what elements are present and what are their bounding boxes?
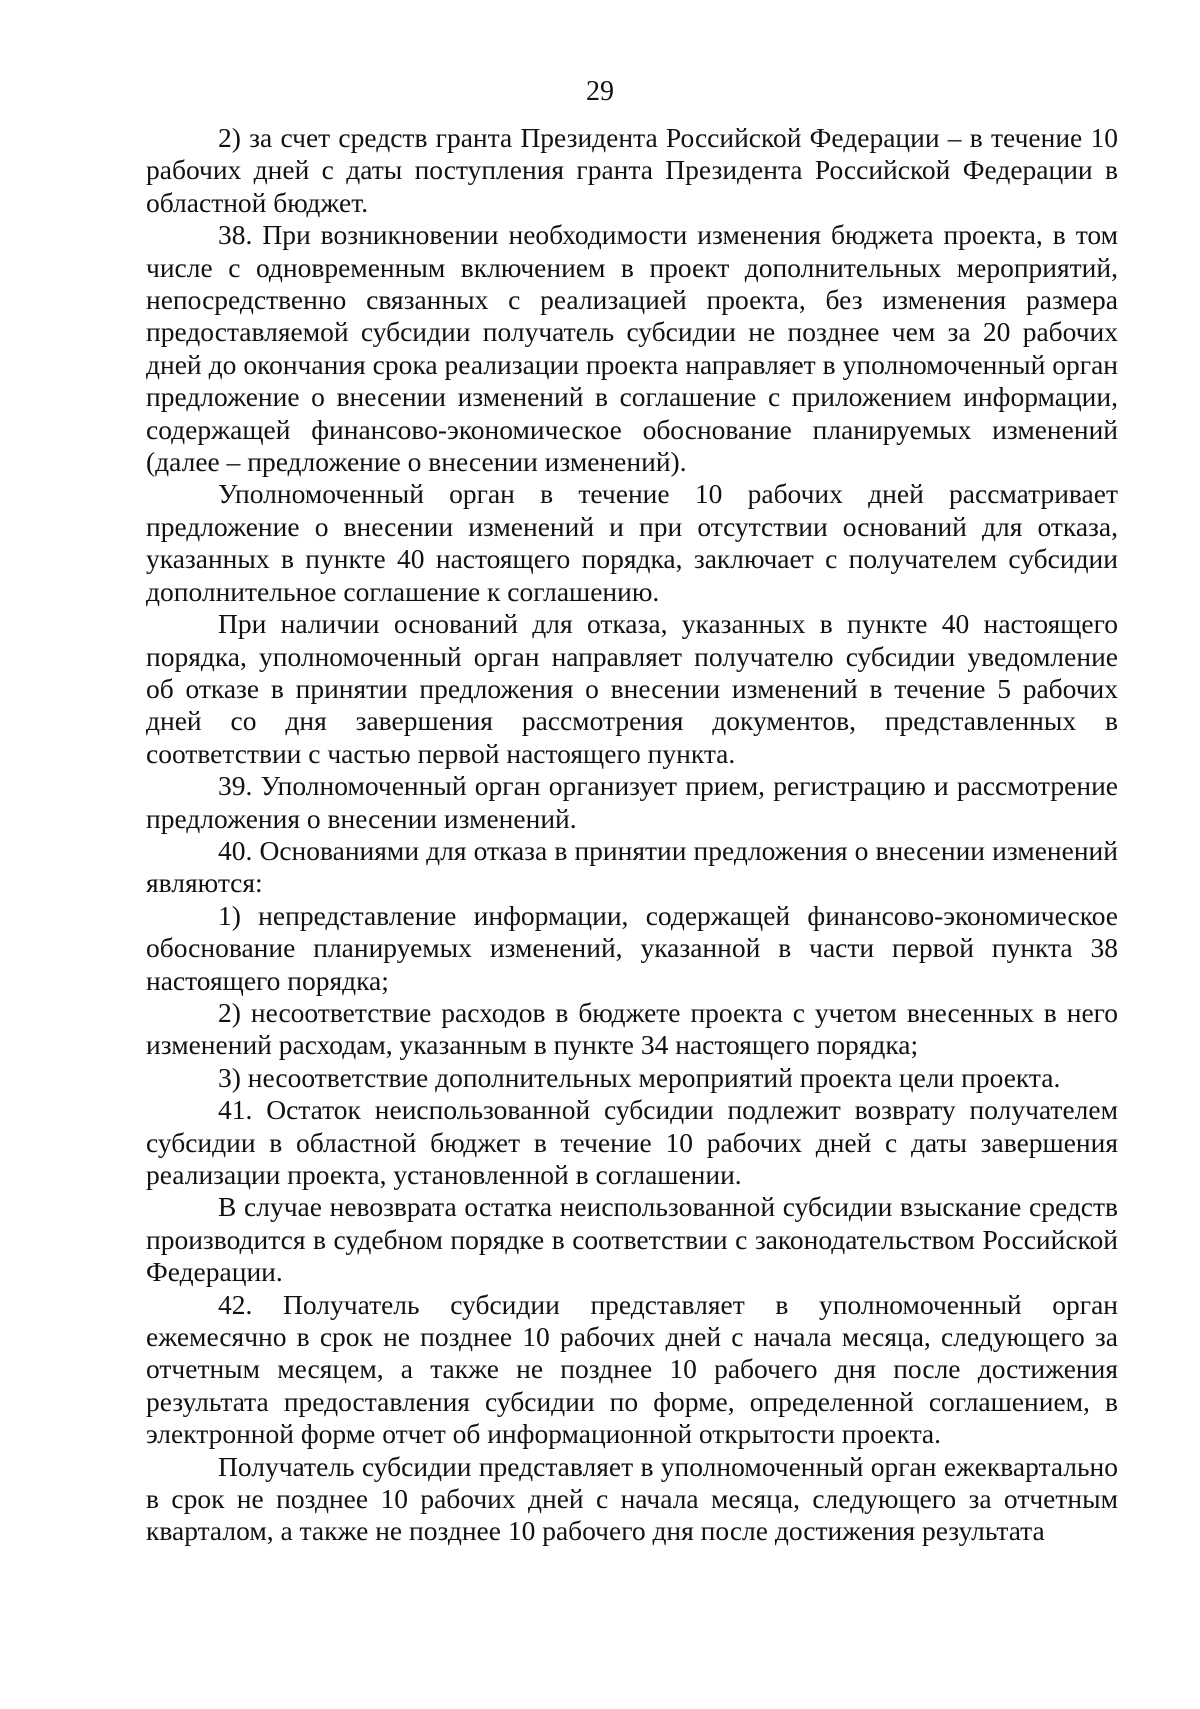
paragraph-40-item-2: 2) несоответствие расходов в бюджете проекта с учетом внесенных в него изменений расходам, указанным в пункте 34 настоящего порядка;	[146, 996, 1118, 1061]
paragraph-41: 41. Остаток неиспользованной субсидии подлежит возврату получателем субсидии в областной бюджет в течение 10 рабочих дней с даты завершения реализации проекта, установленной в соглашении.	[146, 1094, 1118, 1190]
paragraph-38-part-3: При наличии оснований для отказа, указанных в пункте 40 настоящего порядка, уполномоченный орган направляет получателю субсидии уведомление об отказе в принятии предложения о внесении изменений в течение 5 рабочих дней со дня завершения рассмотрения документов, представленных в соответствии с частью первой настоящего пункта.	[146, 608, 1118, 769]
paragraph-39: 39. Уполномоченный орган организует прием, регистрацию и рассмотрение предложения о внесении изменений.	[146, 770, 1118, 834]
paragraph-38-part-2: Уполномоченный орган в течение 10 рабочих дней рассматривает предложение о внесении изменений и при отсутствии оснований для отказа, указанных в пункте 40 настоящего порядка, заключает с получателем субсидии дополнительное соглашение к соглашению.	[146, 478, 1118, 607]
paragraph-37-item-2: 2) за счет средств гранта Президента Российской Федерации – в течение 10 рабочих дней с даты поступления гранта Президента Российской Федерации в областной бюджет.	[146, 122, 1118, 218]
paragraph-42-part-2: Получатель субсидии представляет в уполномоченный орган ежеквартально в срок не позднее 10 рабочих дней с начала месяца, следующего за отчетным кварталом, а также не позднее 10 рабочего дня после достижения результата	[146, 1450, 1118, 1547]
paragraph-40-item-3: 3) несоответствие дополнительных мероприятий проекта цели проекта.	[218, 1061, 1061, 1093]
paragraph-42: 42. Получатель субсидии представляет в уполномоченный орган ежемесячно в срок не позднее 10 рабочих дней с начала месяца, следующего за отчетным месяцем, а также не позднее 10 рабочего дня после достижения результата предоставления субсидии по форме, определенной соглашением, в электронной форме отчет об информационной открытости проекта.	[146, 1288, 1118, 1450]
document-body	[146, 122, 1118, 1548]
paragraph-40: 40. Основаниями для отказа в принятии предложения о внесении изменений являются:	[146, 834, 1118, 899]
page-number: 29	[586, 76, 614, 107]
paragraph-38: 38. При возникновении необходимости изменения бюджета проекта, в том числе с одновременным включением в проект дополнительных мероприятий, непосредственно связанных с реализацией проекта, без изменения размера предоставляемой субсидии получатель субсидии не позднее чем за 20 рабочих дней до окончания срока реализации проекта направляет в уполномоченный орган предложение о внесении изменений в соглашение с приложением информации, содержащей финансово-экономическое обоснование планируемых изменений (далее – предложение о внесении изменений).	[146, 219, 1118, 478]
paragraph-40-item-1: 1) непредставление информации, содержащей финансово-экономическое обоснование планируемых изменений, указанной в части первой пункта 38 настоящего порядка;	[146, 899, 1118, 996]
paragraph-41-part-2: В случае невозврата остатка неиспользованной субсидии взыскание средств производится в судебном порядке в соответствии с законодательством Российской Федерации.	[146, 1191, 1118, 1288]
